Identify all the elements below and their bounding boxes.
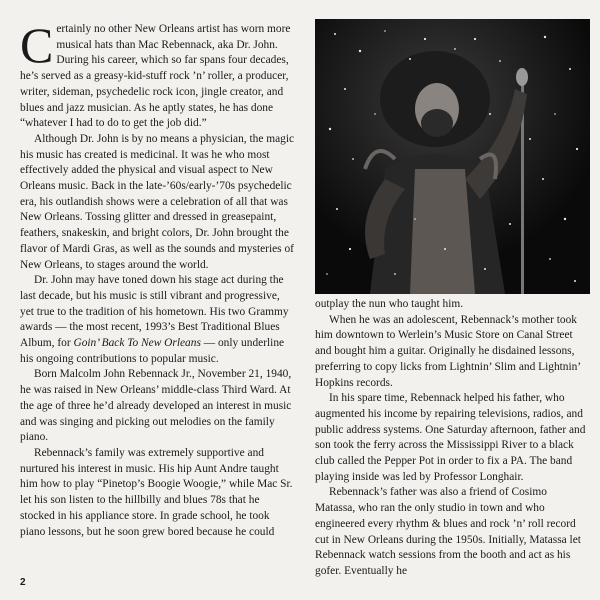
paragraph-3: [20, 273, 295, 367]
photo-illustration: [315, 19, 590, 294]
opening-text: ertainly no other New Orleans artist has worn more musical hats than Mac Rebennack, aka Dr. John. During his career, which so far spans four decades, he’s served as a greasy-kid-stuff rock ’n’ roller, a producer, writer, sideman, psychedelic rock icon, jingle creator, and blues and jazz musician. As he aptly states, he has done “whatever I had to do to get the job did.”: [20, 23, 291, 130]
performer-photo: [315, 19, 590, 294]
album-title: Goin’ Back To New Orleans: [73, 337, 201, 350]
continued-paragraph: outplay the nun who taught him.: [315, 298, 464, 310]
paragraph-3-text-a: Dr. John may have toned down his stage act during the last decade, but his music is still vibrant and progressive, yet true to the tradition of his hometown. His two Grammy awards — the most recent, 1993’s Best Traditional Blues Album, for: [20, 274, 289, 350]
opening-paragraph: [20, 17, 295, 132]
paragraph-5: Rebennack’s family was extremely supportive and nurtured his interest in music. His hip Aunt Andre taught him how to play “Pinetop’s Boogie Woogie,” while Mac Sr. let his son listen to the hillbilly and blues 78s that he stocked in his appliance store. In grade school, he took piano lessons, but he soon grew bored because he could: [20, 446, 293, 538]
drop-cap: C: [20, 17, 54, 73]
paragraph-2: Although Dr. John is by no means a physician, the magic his music has created is medicinal. It was he who most effectively added the physical and visual aspect to New Orleans music. Back in the late-’60s/early-’70s psychedelic era, his outlandish shows were a celebration of all that was New Orleans. Tossing glitter and dressed in greasepaint, feathers, snakeskin, and bright colors, Dr. John brought the flavor of Mardi Gras, as well as the sounds and mysteries of New Orleans, to stages around the world.: [20, 132, 295, 271]
right-text-column: [315, 297, 587, 580]
left-text-column: [20, 17, 295, 540]
paragraph-4: Born Malcolm John Rebennack Jr., November 21, 1940, he was raised in New Orleans’ middle-class Third Ward. At the age of three he’d already developed an interest in music and was singing and picking out melodies on the family piano.: [20, 368, 292, 444]
page-number: 2: [20, 577, 26, 588]
paragraph-6: When he was an adolescent, Rebennack’s mother took him downtown to Werlein’s Music Store on Canal Street and bought him a guitar. Originally he disdained lessons, preferring to copy licks from Lightnin’ Slim and Lightnin’ Hopkins records.: [315, 313, 581, 389]
paragraph-3-text-b: — only underline his ongoing contributions to popular music.: [20, 337, 285, 365]
paragraph-7: In his spare time, Rebennack helped his father, who augmented his income by repairing televisions, radios, and public address systems. One Saturday afternoon, father and son took the ferry across the Mississippi River to a black club called the Pepper Pot in order to fix a PA. The band playing inside was led by Professor Longhair.: [315, 392, 586, 483]
paragraph-8: Rebennack’s father was also a friend of Cosimo Matassa, who ran the only studio in town and who engineered every rhythm & blues and rock ’n’ roll record cut in New Orleans during the 1950s. Initially, Matassa let Rebennack watch sessions from the booth and act as his gofer. Eventually he: [315, 486, 581, 577]
